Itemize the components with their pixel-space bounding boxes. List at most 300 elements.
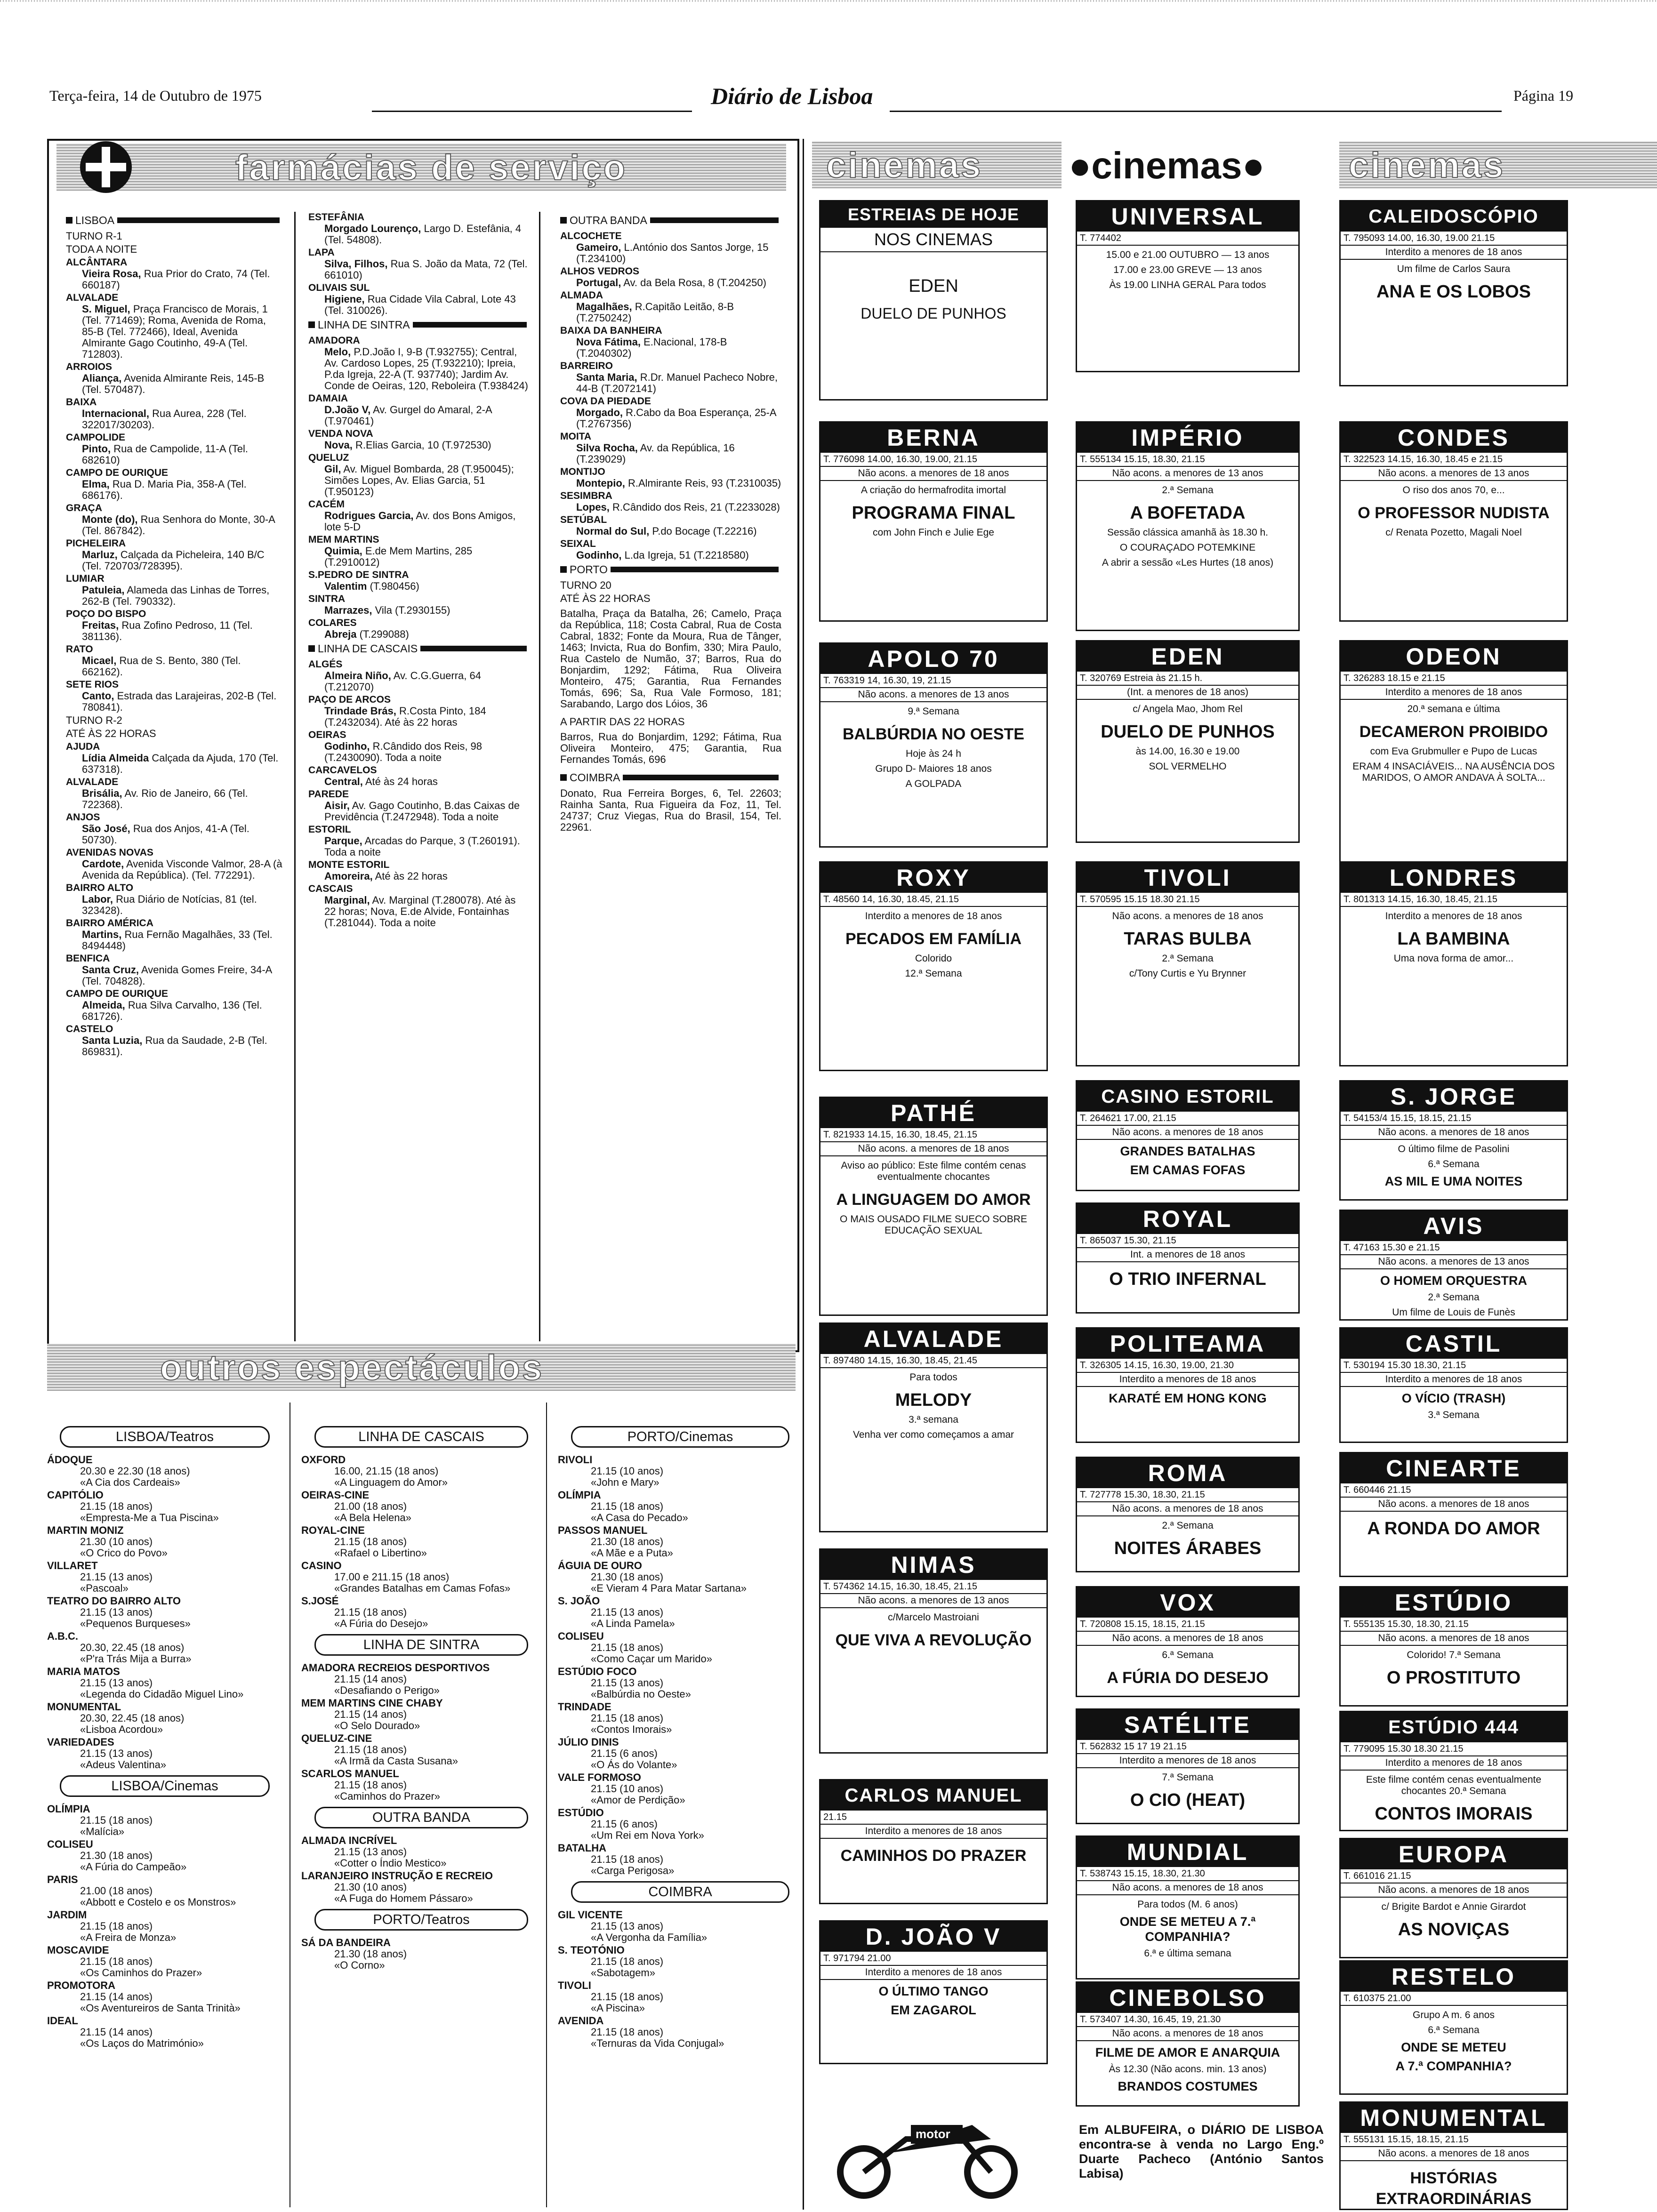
cinema-rating: Interdito a menores de 18 anos bbox=[1341, 1373, 1567, 1387]
show-venue: S. TEOTÓNIO bbox=[558, 1944, 625, 1956]
pharmacy-address: (T.980456) bbox=[370, 580, 419, 592]
pharmacy-name: Lídia Almeida bbox=[82, 752, 149, 764]
section-pill: COIMBRA bbox=[571, 1881, 789, 1903]
show-title: «O Selo Dourado» bbox=[334, 1720, 420, 1731]
issue-date: Terça-feira, 14 de Outubro de 1975 bbox=[49, 87, 262, 104]
show-times: 20.30, 22.45 (18 anos) bbox=[80, 1712, 185, 1724]
section-marker-icon bbox=[308, 321, 315, 328]
cinema-note: 6.ª e última semana bbox=[1144, 1948, 1231, 1959]
cinema-rating: Não acons. a menores de 18 anos bbox=[1341, 1632, 1567, 1646]
cinema-rating: Não acons. a menores de 18 anos bbox=[1341, 1498, 1567, 1512]
pharmacy-name: Gil, bbox=[324, 463, 341, 475]
cinema-note: às 14.00, 16.30 e 19.00 bbox=[1135, 746, 1240, 757]
show-entry bbox=[558, 1737, 803, 1771]
show-title: «Empresta-Me a Tua Piscina» bbox=[80, 1512, 219, 1523]
pharmacy-entry bbox=[66, 257, 282, 291]
cinema-film-title: NOITES ÁRABES bbox=[1114, 1539, 1262, 1558]
pharmacy-line bbox=[66, 514, 282, 537]
pharmacy-line bbox=[66, 964, 282, 987]
cinema-card-alvalade bbox=[819, 1322, 1048, 1532]
cinema-name: CONDES bbox=[1341, 423, 1567, 453]
show-venue: MEM MARTINS CINE CHABY bbox=[301, 1697, 443, 1709]
show-times: 21.30 (18 anos) bbox=[591, 1571, 664, 1583]
show-entry bbox=[558, 1490, 803, 1523]
cinema-card-vox bbox=[1076, 1586, 1300, 1697]
cinema-note: Venha ver como começamos a amar bbox=[853, 1429, 1014, 1440]
cinema-film-title: DUELO DE PUNHOS bbox=[1101, 722, 1275, 742]
pharmacy-area: COVA DA PIEDADE bbox=[560, 396, 651, 407]
pharmacy-name: Godinho, bbox=[324, 740, 370, 752]
cinema-phone-times: T. 727778 15.30, 18.30, 21.15 bbox=[1077, 1488, 1298, 1502]
cinema-film-title: A LINGUAGEM DO AMOR bbox=[836, 1191, 1031, 1209]
pharmacy-address: Av. da Bela Rosa, 8 (T.204250) bbox=[623, 277, 766, 289]
cinema-note: 2.ª Semana bbox=[1162, 953, 1214, 964]
pharmacy-name: São José, bbox=[82, 823, 130, 834]
cinema-note: SOL VERMELHO bbox=[1149, 761, 1227, 772]
pharmacy-area: PICHELEIRA bbox=[66, 538, 126, 549]
pharmacy-line bbox=[308, 294, 530, 316]
pharmacy-area: S.PEDRO DE SINTRA bbox=[308, 569, 409, 580]
show-venue: MONUMENTAL bbox=[47, 1701, 121, 1713]
pharmacy-name: Freitas, bbox=[82, 619, 119, 631]
pharmacy-address: Av. Marginal (T.280078). Até às 22 horas; Nova, E.de Alvide, Fontainhas (T.281044). Toda a noite bbox=[324, 894, 516, 929]
cinema-rating: Não acons. a menores de 18 anos bbox=[1077, 1126, 1298, 1140]
show-entry bbox=[301, 1595, 541, 1629]
pharmacy-entry bbox=[308, 499, 530, 533]
show-venue: COLISEU bbox=[47, 1838, 93, 1850]
pharmacy-name: Trindade Brás, bbox=[324, 705, 396, 717]
pharmacy-entry bbox=[308, 593, 530, 616]
cinema-phone-times: T. 264621 17.00, 21.15 bbox=[1077, 1112, 1298, 1126]
cinema-phone-times: T. 763319 14, 16.30, 19, 21.15 bbox=[820, 674, 1046, 688]
pharmacy-line bbox=[66, 1000, 282, 1022]
pharmacy-entry bbox=[66, 538, 282, 572]
cinema-note: c/Tony Curtis e Yu Brynner bbox=[1129, 968, 1247, 979]
section-marker-icon bbox=[560, 217, 567, 224]
pharmacy-name: Aisir, bbox=[324, 800, 350, 811]
cinema-note: Às 12.30 (Não acons. min. 13 anos) bbox=[1109, 2064, 1267, 2075]
cinema-note: O MAIS OUSADO FILME SUECO SOBRE EDUCAÇÃO SEXUAL bbox=[840, 1214, 1027, 1236]
pharmacy-address: Até às 24 horas bbox=[365, 776, 438, 787]
pharmacy-area: GRAÇA bbox=[66, 503, 102, 513]
pharmacy-name: Morgado Lourenço, bbox=[324, 223, 421, 234]
cinema-note: Colorido bbox=[915, 953, 952, 964]
pharmacy-address: Rua S. João da Mata, 72 (Tel. 661010) bbox=[324, 258, 528, 281]
section-bar bbox=[117, 217, 280, 223]
motorbike-ad-image bbox=[821, 2097, 1047, 2200]
show-times: 21.15 (18 anos) bbox=[591, 1642, 664, 1653]
pharmacy-name: Almeira Niño, bbox=[324, 670, 391, 681]
cinema-name: CARLOS MANUEL bbox=[820, 1780, 1046, 1811]
show-entry bbox=[47, 1874, 282, 1908]
show-title: «A Cia dos Cardeais» bbox=[80, 1476, 180, 1488]
cinema-name: UNIVERSAL bbox=[1077, 201, 1298, 232]
cinema-note: 17.00 e 23.00 GREVE — 13 anos bbox=[1113, 264, 1262, 275]
cinema-name: EUROPA bbox=[1341, 1839, 1567, 1869]
show-title: «O Crico do Povo» bbox=[80, 1547, 168, 1559]
show-times: 16.00, 21.15 (18 anos) bbox=[334, 1465, 439, 1477]
show-venue: PROMOTORA bbox=[47, 1980, 116, 1991]
pharmacy-area: ANJOS bbox=[66, 812, 100, 823]
cinema-note: AS MIL E UMA NOITES bbox=[1384, 1174, 1523, 1188]
show-venue: VILLARET bbox=[47, 1560, 98, 1571]
cinema-name: NIMAS bbox=[820, 1550, 1046, 1580]
section-heading bbox=[66, 215, 282, 226]
outros-col-1 bbox=[47, 1421, 282, 2051]
show-title: «A Freira de Monza» bbox=[80, 1931, 177, 1943]
farmacias-banner bbox=[56, 144, 786, 191]
cinema-name: CASTIL bbox=[1341, 1329, 1567, 1359]
cinema-film-title: A RONDA DO AMOR bbox=[1367, 1519, 1540, 1539]
pharmacy-name: Silva, Filhos, bbox=[324, 258, 388, 270]
cinema-phone-times: T. 660446 21.15 bbox=[1341, 1483, 1567, 1498]
show-venue: ÁGUIA DE OURO bbox=[558, 1560, 642, 1571]
cinema-phone-times: T. 555134 15.15, 18.30, 21.15 bbox=[1077, 453, 1298, 467]
pharmacy-address: Av. Gago Coutinho, B.das Caixas de Previdência (T.2472948). Toda a noite bbox=[324, 800, 520, 823]
show-times: 21.15 (18 anos) bbox=[334, 1536, 407, 1547]
pharmacy-entry bbox=[308, 534, 530, 568]
pharmacy-address: L.da Igreja, 51 (T.2218580) bbox=[624, 549, 749, 561]
show-venue: COLISEU bbox=[558, 1630, 604, 1642]
cinema-phone-times: T. 897480 14.15, 16.30, 18.45, 21.45 bbox=[820, 1354, 1046, 1368]
pharmacy-entry bbox=[560, 325, 781, 359]
cinema-film-title: ANA E OS LOBOS bbox=[1376, 282, 1531, 302]
cinema-note: A 7.ª COMPANHIA? bbox=[1395, 2059, 1512, 2073]
pharmacy-area: CASTELO bbox=[66, 1024, 113, 1034]
farmacias-col-2 bbox=[308, 212, 530, 930]
pharmacy-name: Labor, bbox=[82, 893, 113, 905]
show-title: «Pascoal» bbox=[80, 1582, 129, 1594]
pharmacy-line bbox=[560, 372, 781, 394]
show-times: 21.15 (18 anos) bbox=[591, 2026, 664, 2038]
pharmacy-line bbox=[66, 929, 282, 952]
pharmacy-entry bbox=[560, 466, 781, 489]
cinema-film-title: O CIO (HEAT) bbox=[1130, 1790, 1246, 1810]
pharmacy-entry bbox=[308, 335, 530, 392]
section-pill: PORTO/Cinemas bbox=[571, 1426, 789, 1448]
cinema-phone-times: T. 971794 21.00 bbox=[820, 1952, 1046, 1966]
show-venue: PARIS bbox=[47, 1874, 78, 1885]
cinema-card-europa bbox=[1339, 1838, 1568, 1958]
show-times: 21.15 (13 anos) bbox=[80, 1677, 153, 1689]
pharmacy-line bbox=[308, 510, 530, 533]
cinema-rating: Interdito a menores de 18 anos bbox=[1341, 686, 1567, 700]
cinema-note: Interdito a menores de 18 anos bbox=[1385, 911, 1522, 922]
cinema-note: 3.ª Semana bbox=[1428, 1410, 1480, 1420]
cinema-note: 9.ª Semana bbox=[908, 706, 959, 717]
cinema-name: MONUMENTAL bbox=[1341, 2103, 1567, 2133]
pharmacy-entry bbox=[560, 431, 781, 465]
pharmacy-address: P.D.João I, 9-B (T.932755); Central, Av. Cardoso Lopes, 25 (T.932210); Ipreia, P.da Igreja, 22-A (T. 937740); Jardim Av. Conde de Oeiras, 120, Reboleira (T.938424) bbox=[324, 346, 528, 392]
pharmacy-entry bbox=[66, 741, 282, 775]
pharmacy-area: SETÚBAL bbox=[560, 514, 607, 525]
pharmacy-area: AMADORA bbox=[308, 335, 360, 346]
cinema-note: Às 19.00 LINHA GERAL Para todos bbox=[1109, 280, 1266, 290]
pharmacy-address: Arcadas do Parque, 3 (T.260191). Toda a noite bbox=[324, 835, 520, 858]
albufeira-notice: Em ALBUFEIRA, o DIÁRIO DE LISBOA encontra-se à venda no Largo Eng.º Duarte Pacheco (António Santos Labisa) bbox=[1079, 2123, 1324, 2180]
pharmacy-entry bbox=[66, 679, 282, 713]
cinema-name: CASINO ESTORIL bbox=[1077, 1082, 1298, 1112]
show-times: 21.15 (13 anos) bbox=[334, 1846, 407, 1858]
cinema-note: 15.00 e 21.00 OUTUBRO — 13 anos bbox=[1106, 249, 1270, 260]
turno-label: TURNO 20 bbox=[560, 579, 611, 591]
pharmacy-area: SINTRA bbox=[308, 593, 346, 604]
pharmacy-area: DAMAIA bbox=[308, 393, 348, 404]
cinema-note: 2.ª Semana bbox=[1428, 1292, 1480, 1303]
show-entry bbox=[47, 1945, 282, 1979]
show-title: «John e Mary» bbox=[591, 1476, 660, 1488]
cinema-card-mundial bbox=[1076, 1835, 1300, 1980]
cinema-note: 12.ª Semana bbox=[905, 968, 962, 979]
pharmacy-line bbox=[308, 258, 530, 281]
cinema-card-monumental bbox=[1339, 2101, 1568, 2210]
pharmacy-name: Nova, bbox=[324, 439, 353, 451]
cinema-note: O riso dos anos 70, e... bbox=[1402, 485, 1505, 496]
pharmacy-entry bbox=[308, 694, 530, 728]
pharmacy-name: Marrazes, bbox=[324, 604, 372, 616]
show-title: «O Ás do Volante» bbox=[591, 1759, 677, 1771]
cinema-rating: Int. a menores de 18 anos bbox=[1077, 1248, 1298, 1262]
section-bar bbox=[623, 775, 779, 780]
pharmacy-address: Rua D. Maria Pia, 358-A (Tel. 686176). bbox=[82, 478, 247, 501]
cinema-phone-times: T. 774402 bbox=[1077, 232, 1298, 246]
pharmacy-name: Micael, bbox=[82, 655, 117, 666]
cinema-rating: Não acons. a menores de 18 anos bbox=[820, 1142, 1046, 1156]
pharmacy-area: CARCAVELOS bbox=[308, 765, 377, 776]
pharmacy-name: Valentim bbox=[324, 580, 367, 592]
show-entry bbox=[301, 1733, 541, 1767]
cinema-name: ROMA bbox=[1077, 1458, 1298, 1488]
show-title: «Sabotagem» bbox=[591, 1967, 655, 1979]
cinema-card-imperio bbox=[1076, 421, 1300, 631]
pharmacy-area: CAMPO DE OURIQUE bbox=[66, 988, 169, 999]
pharmacy-address: R.Elias Garcia, 10 (T.972530) bbox=[355, 439, 491, 451]
show-entry bbox=[301, 1835, 541, 1869]
pharmacy-name: Normal do Sul, bbox=[576, 525, 650, 537]
turno-label: A PARTIR DAS 22 HORAS bbox=[560, 716, 685, 728]
cinema-rating: Não acons. a menores de 13 anos bbox=[1341, 1255, 1567, 1269]
pharmacy-area: ESTEFÂNIA bbox=[308, 212, 365, 223]
cinema-card-londres bbox=[1339, 861, 1568, 1066]
cinema-name: S. JORGE bbox=[1341, 1082, 1567, 1112]
pharmacy-line bbox=[308, 871, 530, 882]
cinema-note: 20.ª semana e última bbox=[1407, 704, 1500, 714]
show-times: 21.15 (18 anos) bbox=[334, 1779, 407, 1791]
cinema-name: ALVALADE bbox=[820, 1324, 1046, 1354]
show-venue: IDEAL bbox=[47, 2015, 78, 2027]
pharmacy-line bbox=[560, 502, 781, 513]
cinemas-left-rule bbox=[803, 139, 804, 2210]
pharmacy-address: R.Cândido dos Reis, 98 (T.2430090). Toda a noite bbox=[324, 740, 483, 763]
pharmacy-address: Vila (T.2930155) bbox=[375, 604, 450, 616]
pharmacy-entry bbox=[308, 212, 530, 246]
show-venue: PASSOS MANUEL bbox=[558, 1524, 648, 1536]
farmacias-col-1 bbox=[66, 212, 282, 1059]
cinema-name: CINEARTE bbox=[1341, 1453, 1567, 1483]
pharmacy-line bbox=[308, 464, 530, 497]
pharmacy-entry bbox=[66, 467, 282, 501]
show-venue: S. JOÃO bbox=[558, 1595, 600, 1607]
cinema-phone-times: T. 574362 14.15, 16.30, 18.45, 21.15 bbox=[820, 1580, 1046, 1594]
pharmacy-address: Rua de S. Bento, 380 (Tel. 662162). bbox=[82, 655, 241, 678]
cinema-name: MUNDIAL bbox=[1077, 1837, 1298, 1867]
pharmacy-entry bbox=[66, 609, 282, 642]
pharmacy-entry bbox=[560, 538, 781, 561]
pharmacy-name: D.João V, bbox=[324, 404, 371, 416]
cinema-note: O HOMEM ORQUESTRA bbox=[1380, 1274, 1527, 1288]
cinema-note: O último filme de Pasolini bbox=[1398, 1144, 1510, 1154]
show-times: 21.15 (10 anos) bbox=[591, 1465, 664, 1477]
show-title: «Contos Imorais» bbox=[591, 1723, 672, 1735]
cinema-rating: Não acons. a menores de 18 anos bbox=[1077, 1881, 1298, 1895]
pharmacy-entry bbox=[66, 918, 282, 952]
pharmacy-entry bbox=[560, 514, 781, 537]
pharmacy-name: Quimia, bbox=[324, 545, 362, 557]
cinema-phone-times: T. 54153/4 15.15, 18.15, 21.15 bbox=[1341, 1112, 1567, 1126]
show-entry bbox=[558, 1980, 803, 2014]
show-title: «A Fuga do Homem Pássaro» bbox=[334, 1892, 473, 1904]
pharmacy-area: ALCÂNTARA bbox=[66, 257, 128, 268]
pharmacy-name: Elma, bbox=[82, 478, 110, 490]
show-venue: JARDIM bbox=[47, 1909, 87, 1921]
pharmacy-address: P.do Bocage (T.22216) bbox=[652, 525, 757, 537]
show-venue: MARTIN MONIZ bbox=[47, 1524, 124, 1536]
cinema-name: AVIS bbox=[1341, 1211, 1567, 1241]
pharmacy-area: BAIRRO AMÉRICA bbox=[66, 918, 153, 929]
show-venue: BATALHA bbox=[558, 1842, 607, 1854]
show-title: «Um Rei em Nova York» bbox=[591, 1829, 704, 1841]
show-times: 20.30 e 22.30 (18 anos) bbox=[80, 1465, 190, 1477]
pharmacy-line bbox=[560, 337, 781, 359]
pharmacy-area: VENDA NOVA bbox=[308, 428, 373, 439]
pharmacy-address: R.Dr. Manuel Pacheco Nobre, 44-B (T.2072141) bbox=[576, 371, 778, 394]
pharmacy-line bbox=[66, 858, 282, 881]
pharmacy-area: LAPA bbox=[308, 247, 335, 258]
show-times: 21.15 (18 anos) bbox=[334, 1744, 407, 1755]
show-entry bbox=[558, 2015, 803, 2049]
newspaper-title: Diário de Lisboa bbox=[711, 83, 873, 109]
pharmacy-address: E.de Mem Martins, 285 (T.2910012) bbox=[324, 545, 473, 568]
pharmacy-area: PAÇO DE ARCOS bbox=[308, 694, 391, 705]
pharmacy-address: Rua da Saudade, 2-B (Tel. 869831). bbox=[82, 1034, 267, 1058]
show-venue: TEATRO DO BAIRRO ALTO bbox=[47, 1595, 181, 1607]
turno-label: TURNO R-2 bbox=[66, 714, 122, 726]
show-times: 21.15 (14 anos) bbox=[80, 1991, 153, 2003]
pharmacy-address: Rua Senhora do Monte, 30-A (Tel. 867842). bbox=[82, 513, 275, 537]
pharmacy-address: Avenida Almirante Reis, 145-B (Tel. 570487). bbox=[82, 372, 265, 395]
cinema-note: KARATÉ EM HONG KONG bbox=[1109, 1391, 1267, 1405]
show-times: 21.15 (18 anos) bbox=[591, 1991, 664, 2003]
cinema-note: Hoje às 24 h bbox=[906, 748, 961, 759]
pharmacy-name: Santa Maria, bbox=[576, 371, 637, 383]
farm-col-divider-2 bbox=[539, 212, 540, 1341]
cinema-card-djoaov bbox=[819, 1920, 1048, 2064]
top-edge bbox=[0, 0, 1657, 2]
cinema-card-nimas bbox=[819, 1548, 1048, 1754]
pharmacy-line bbox=[560, 442, 781, 465]
show-entry bbox=[301, 1937, 541, 1971]
show-venue: ALMADA INCRÍVEL bbox=[301, 1835, 397, 1846]
pharmacy-entry bbox=[66, 812, 282, 846]
show-venue: AVENIDA bbox=[558, 2015, 604, 2027]
turno-label: TODA A NOITE bbox=[66, 243, 137, 255]
show-title: «Os Caminhos do Prazer» bbox=[80, 1967, 202, 1979]
cinema-phone-times: T. 865037 15.30, 21.15 bbox=[1077, 1234, 1298, 1248]
pharmacy-address: Calçada da Ajuda, 170 (Tel. 637318). bbox=[82, 752, 279, 775]
cinema-note: Um filme de Carlos Saura bbox=[1397, 264, 1511, 274]
pharmacy-entry bbox=[308, 883, 530, 929]
pharmacy-address: R.Cabo da Boa Esperança, 25-A (T.2767356) bbox=[576, 407, 776, 430]
pharmacy-area: BAIXA DA BANHEIRA bbox=[560, 325, 662, 336]
show-entry bbox=[301, 1698, 541, 1731]
pharmacy-entry bbox=[66, 1024, 282, 1058]
cinema-rating: Interdito a menores de 18 anos bbox=[820, 1966, 1046, 1980]
show-times: 21.15 (13 anos) bbox=[80, 1606, 153, 1618]
show-title: «Rafael o Libertino» bbox=[334, 1547, 427, 1559]
show-entry bbox=[47, 1525, 282, 1559]
cinema-phone-times: T. 322523 14.15, 16.30, 18.45 e 21.15 bbox=[1341, 453, 1567, 467]
pharmacy-name: Higiene, bbox=[324, 293, 365, 305]
cinema-name: PATHÉ bbox=[820, 1098, 1046, 1128]
pharmacy-name: Abreja bbox=[324, 628, 357, 640]
pharmacy-name: Aliança, bbox=[82, 372, 122, 384]
pharmacy-list: Batalha, Praça da Batalha, 26; Camelo, Praça da República, 118; Costa Cabral, Rua de Costa Cabral, 1832; Fonte da Moura, Rua de Tânger, 1463; Invicta, Rua do Bonfim, 330; Mira Paulo, Rua Castelo de Numão, 37; Barros, Rua do Bonjardim, 1292; Fátima, Rua Oliveira Monteiro, 475; Garantia, Rua Fernandes Tomás, 696; Sa, Rua Vale Formoso, 181; Sarabando, Largo dos Lóios, 36 bbox=[560, 608, 781, 710]
pharmacy-entry bbox=[308, 729, 530, 763]
cinema-film-title: PECADOS EM FAMÍLIA bbox=[845, 930, 1022, 948]
show-venue: SCARLOS MANUEL bbox=[301, 1768, 399, 1779]
pharmacy-name: Patuleia, bbox=[82, 584, 125, 596]
pharmacy-entry bbox=[560, 396, 781, 430]
cinema-note: ONDE SE METEU bbox=[1401, 2040, 1506, 2054]
pharmacy-area: ALMADA bbox=[560, 290, 603, 301]
pharmacy-area: POÇO DO BISPO bbox=[66, 609, 146, 619]
show-title: «Os Aventureiros de Santa Trinità» bbox=[80, 2002, 241, 2014]
pharmacy-address: Calçada da Picheleira, 140 B/C (Tel. 720703/728395). bbox=[82, 549, 265, 572]
pharmacy-name: Gameiro, bbox=[576, 241, 621, 253]
farm-col-divider-1 bbox=[294, 212, 296, 1341]
pharmacy-area: BAIXA bbox=[66, 397, 97, 408]
show-times: 21.15 (13 anos) bbox=[591, 1677, 664, 1689]
pharmacy-line bbox=[560, 301, 781, 324]
cinema-film-title: O PROSTITUTO bbox=[1386, 1668, 1521, 1688]
show-venue: S.JOSÉ bbox=[301, 1595, 339, 1607]
cinema-film-title: O TRIO INFERNAL bbox=[1109, 1269, 1266, 1289]
cinema-card-castil bbox=[1339, 1327, 1568, 1443]
show-entry bbox=[47, 1839, 282, 1873]
cinema-name: VOX bbox=[1077, 1587, 1298, 1618]
cinema-note: Este filme contém cenas eventualmente chocantes 20.ª Semana bbox=[1366, 1774, 1542, 1796]
pharmacy-name: Brisália, bbox=[82, 787, 122, 799]
pharmacy-line bbox=[308, 440, 530, 451]
cinema-rating: Não acons. a menores de 18 anos bbox=[1341, 1126, 1567, 1140]
show-entry bbox=[558, 1454, 803, 1488]
cinema-rating: Interdito a menores de 18 anos bbox=[1341, 1756, 1567, 1771]
show-times: 21.30 (18 anos) bbox=[591, 1536, 664, 1547]
cinema-rating: Interdito a menores de 18 anos bbox=[820, 1825, 1046, 1839]
cinema-card-caleidoscopio bbox=[1339, 200, 1568, 386]
cinema-note: Para todos bbox=[909, 1372, 957, 1383]
pharmacy-name: Parque, bbox=[324, 835, 362, 847]
show-times: 21.15 (18 anos) bbox=[591, 1500, 664, 1512]
show-entry bbox=[301, 1662, 541, 1696]
pharmacy-address: Rua Fernão Magalhães, 33 (Tel. 8494448) bbox=[82, 929, 273, 952]
cinema-card-satelite bbox=[1076, 1708, 1300, 1824]
pharmacy-entry bbox=[308, 765, 530, 787]
outros-col-2 bbox=[301, 1421, 541, 1972]
cinema-name: TIVOLI bbox=[1077, 863, 1298, 893]
section-pill: LINHA DE CASCAIS bbox=[314, 1426, 529, 1448]
pharmacy-name: Monte (do), bbox=[82, 513, 138, 525]
